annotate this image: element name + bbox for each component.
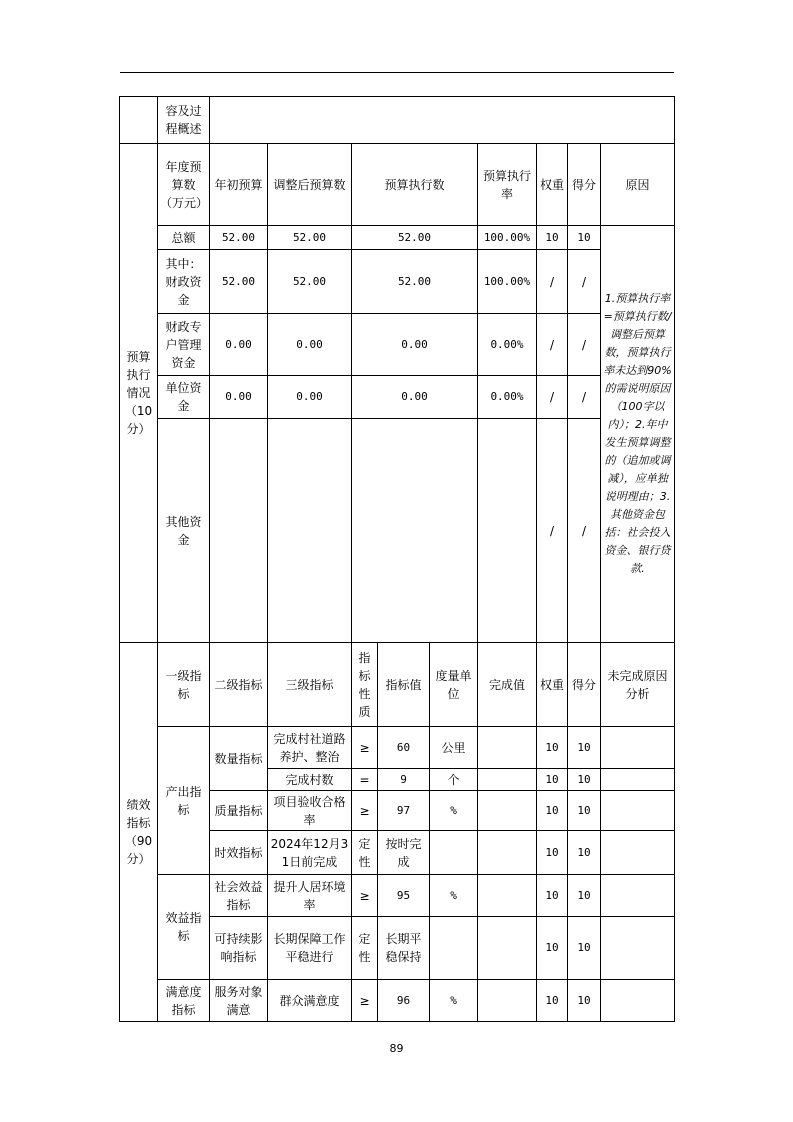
indicator-name: 项目验收合格率	[268, 791, 352, 831]
indicator-target: 长期平稳保持	[378, 917, 430, 980]
indicator-unit: %	[430, 980, 478, 1022]
indicator-target: 按时完成	[378, 831, 430, 875]
indicator-weight: 10	[537, 980, 568, 1022]
indicator-target: 96	[378, 980, 430, 1022]
table-row	[120, 727, 675, 769]
table-row	[120, 250, 675, 314]
indicator-name: 长期保障工作平稳进行	[268, 917, 352, 980]
indicator-nature: 定性	[352, 917, 378, 980]
output-indicator-label: 产出指标	[158, 727, 210, 875]
score-value: /	[568, 250, 601, 314]
page-number: 89	[389, 1042, 404, 1055]
satisfaction-indicator-label: 满意度指标	[158, 980, 210, 1022]
weight-value: /	[537, 250, 568, 314]
adjusted-value	[268, 419, 352, 643]
executed-value: 0.00	[352, 376, 478, 419]
indicator-nature: =	[352, 769, 378, 791]
indicator-reason	[601, 791, 675, 831]
performance-section-label: 绩效指标（90分）	[120, 643, 158, 1022]
table-row	[120, 144, 675, 226]
indicator-unit: %	[430, 875, 478, 917]
header-actual: 完成值	[478, 643, 537, 727]
adjusted-value: 52.00	[268, 250, 352, 314]
header-execution-rate: 预算执行率	[478, 144, 537, 226]
row-label: 单位资金	[158, 376, 210, 419]
indicator-weight: 10	[537, 727, 568, 769]
initial-value: 52.00	[210, 250, 268, 314]
indicator-reason	[601, 917, 675, 980]
empty-cell	[120, 97, 158, 144]
indicator-name: 完成村数	[268, 769, 352, 791]
indicator-unit: %	[430, 791, 478, 831]
row-label: 其中：财政资金	[158, 250, 210, 314]
initial-value: 0.00	[210, 314, 268, 376]
table-row	[120, 226, 675, 250]
adjusted-value: 0.00	[268, 314, 352, 376]
header-executed-budget: 预算执行数	[352, 144, 478, 226]
header-rule	[120, 72, 674, 73]
rate-value	[478, 419, 537, 643]
executed-value	[352, 419, 478, 643]
indicator-name: 完成村社道路养护、整治	[268, 727, 352, 769]
adjusted-value: 52.00	[268, 226, 352, 250]
indicator-weight: 10	[537, 875, 568, 917]
indicator-score: 10	[568, 875, 601, 917]
score-value: /	[568, 419, 601, 643]
indicator-unit	[430, 831, 478, 875]
indicator-target: 95	[378, 875, 430, 917]
table-row	[120, 980, 675, 1022]
performance-evaluation-table	[119, 96, 675, 1022]
indicator-nature: ≥	[352, 791, 378, 831]
indicator-target: 97	[378, 791, 430, 831]
process-content	[210, 97, 675, 144]
header-reason: 未完成原因分析	[601, 643, 675, 727]
indicator-weight: 10	[537, 831, 568, 875]
row-label: 其他资金	[158, 419, 210, 643]
header-level2: 二级指标	[210, 643, 268, 727]
indicator-actual	[478, 791, 537, 831]
indicator-unit	[430, 917, 478, 980]
indicator-nature: ≥	[352, 980, 378, 1022]
indicator-reason	[601, 727, 675, 769]
header-annual-budget: 年度预算数（万元）	[158, 144, 210, 226]
sustainability-label: 可持续影响指标	[210, 917, 268, 980]
header-initial-budget: 年初预算	[210, 144, 268, 226]
adjusted-value: 0.00	[268, 376, 352, 419]
weight-value: 10	[537, 226, 568, 250]
indicator-target: 9	[378, 769, 430, 791]
header-level3: 三级指标	[268, 643, 352, 727]
indicator-actual	[478, 875, 537, 917]
initial-value: 52.00	[210, 226, 268, 250]
rate-value: 0.00%	[478, 314, 537, 376]
process-label: 容及过程概述	[158, 97, 210, 144]
executed-value: 0.00	[352, 314, 478, 376]
indicator-nature: ≥	[352, 875, 378, 917]
rate-value: 100.00%	[478, 250, 537, 314]
indicator-nature: ≥	[352, 727, 378, 769]
row-label: 总额	[158, 226, 210, 250]
weight-value: /	[537, 314, 568, 376]
header-nature: 指标性质	[352, 643, 378, 727]
header-weight: 权重	[537, 643, 568, 727]
weight-value: /	[537, 376, 568, 419]
indicator-unit: 个	[430, 769, 478, 791]
table-row	[120, 875, 675, 917]
header-level1: 一级指标	[158, 643, 210, 727]
indicator-score: 10	[568, 980, 601, 1022]
indicator-name: 提升人居环境率	[268, 875, 352, 917]
quantity-indicator-label: 数量指标	[210, 727, 268, 791]
budget-section-label: 预算执行情况（10分）	[120, 144, 158, 643]
indicator-score: 10	[568, 769, 601, 791]
indicator-actual	[478, 917, 537, 980]
score-value: /	[568, 376, 601, 419]
header-adjusted-budget: 调整后预算数	[268, 144, 352, 226]
indicator-weight: 10	[537, 769, 568, 791]
indicator-name: 群众满意度	[268, 980, 352, 1022]
rate-value: 0.00%	[478, 376, 537, 419]
indicator-actual	[478, 831, 537, 875]
header-target: 指标值	[378, 643, 430, 727]
header-weight: 权重	[537, 144, 568, 226]
initial-value	[210, 419, 268, 643]
timeliness-indicator-label: 时效指标	[210, 831, 268, 875]
row-label: 财政专户管理资金	[158, 314, 210, 376]
indicator-reason	[601, 980, 675, 1022]
service-satisfaction-label: 服务对象满意	[210, 980, 268, 1022]
initial-value: 0.00	[210, 376, 268, 419]
executed-value: 52.00	[352, 226, 478, 250]
table-row	[120, 643, 675, 727]
benefit-indicator-label: 效益指标	[158, 875, 210, 980]
indicator-actual	[478, 980, 537, 1022]
indicator-weight: 10	[537, 791, 568, 831]
table-row	[120, 419, 675, 643]
header-score: 得分	[568, 643, 601, 727]
header-score: 得分	[568, 144, 601, 226]
indicator-score: 10	[568, 727, 601, 769]
indicator-actual	[478, 727, 537, 769]
executed-value: 52.00	[352, 250, 478, 314]
indicator-nature: 定性	[352, 831, 378, 875]
table-row	[120, 376, 675, 419]
header-unit: 度量单位	[430, 643, 478, 727]
indicator-score: 10	[568, 917, 601, 980]
score-value: /	[568, 314, 601, 376]
header-reason: 原因	[601, 144, 675, 226]
indicator-name: 2024年12月31日前完成	[268, 831, 352, 875]
indicator-target: 60	[378, 727, 430, 769]
indicator-actual	[478, 769, 537, 791]
indicator-score: 10	[568, 831, 601, 875]
indicator-score: 10	[568, 791, 601, 831]
rate-value: 100.00%	[478, 226, 537, 250]
indicator-reason	[601, 831, 675, 875]
indicator-weight: 10	[537, 917, 568, 980]
score-value: 10	[568, 226, 601, 250]
budget-note: 1.预算执行率=预算执行数/调整后预算数，预算执行率未达到90%的需说明原因（100字以内）；2.年中发生预算调整的（追加或调减），应单独说明理由；3.其他资金包括：社会投入资金、银行贷款.	[601, 226, 675, 643]
social-benefit-label: 社会效益指标	[210, 875, 268, 917]
weight-value: /	[537, 419, 568, 643]
table-row	[120, 97, 675, 144]
indicator-reason	[601, 875, 675, 917]
indicator-reason	[601, 769, 675, 791]
indicator-unit: 公里	[430, 727, 478, 769]
table-row	[120, 314, 675, 376]
quality-indicator-label: 质量指标	[210, 791, 268, 831]
